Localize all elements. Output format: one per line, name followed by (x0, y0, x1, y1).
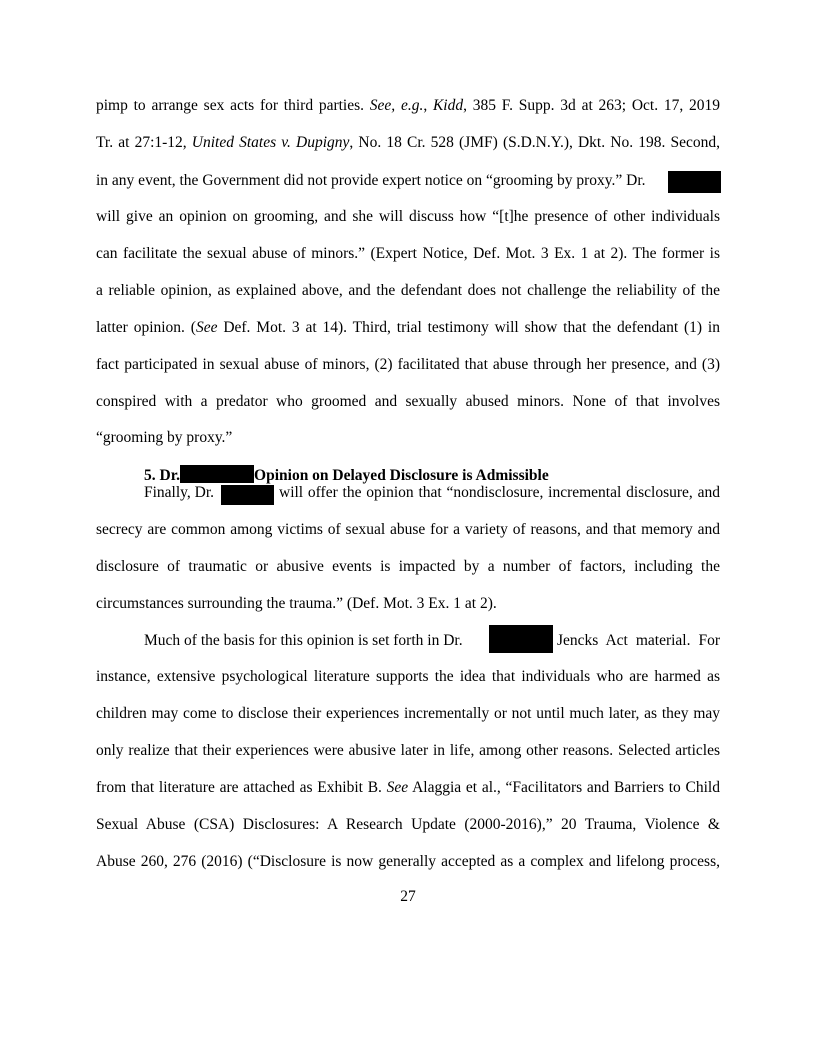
text-line: instance, extensive psychological literature supports the idea that individuals who are harmed as (96, 668, 720, 685)
text-line: from that literature are attached as Exhibit B. See Alaggia et al., “Facilitators and Barriers to Child (96, 779, 720, 796)
text-line: will give an opinion on grooming, and she will discuss how “[t]he presence of other individuals (96, 208, 720, 225)
text-line: disclosure of traumatic or abusive events is impacted by a number of factors, including the (96, 558, 720, 575)
text-line: latter opinion. (See Def. Mot. 3 at 14). Third, trial testimony will show that the defendant (1) in (96, 319, 720, 336)
text-line: in any event, the Government did not provide expert notice on “grooming by proxy.” Dr. (96, 172, 646, 189)
text-line: secrecy are common among victims of sexual abuse for a variety of reasons, and that memory and (96, 521, 720, 538)
text-line: fact participated in sexual abuse of minors, (2) facilitated that abuse through her presence, and (3) (96, 356, 720, 373)
text-line: pimp to arrange sex acts for third parties. See, e.g., Kidd, 385 F. Supp. 3d at 263; Oct. 17, 2019 (96, 97, 720, 114)
text-line: can facilitate the sexual abuse of minors.” (Expert Notice, Def. Mot. 3 Ex. 1 at 2). The former is (96, 245, 720, 262)
page-number: 27 (400, 888, 416, 905)
section-heading: 5. Dr. Opinion on Delayed Disclosure is Admissible (144, 467, 549, 484)
text-line: only realize that their experiences were abusive later in life, among other reasons. Selected articles (96, 742, 720, 759)
text-line: Abuse 260, 276 (2016) (“Disclosure is now generally accepted as a complex and lifelong process, (96, 853, 720, 870)
text-line: Jencks Act material. For (557, 632, 720, 649)
text-line: Finally, Dr. (144, 484, 215, 501)
text-line: Tr. at 27:1-12, United States v. Dupigny, No. 18 Cr. 528 (JMF) (S.D.N.Y.), Dkt. No. 198. Second, (96, 134, 720, 151)
text-line: “grooming by proxy.” (96, 429, 233, 446)
text-line: a reliable opinion, as explained above, and the defendant does not challenge the reliability of the (96, 282, 720, 299)
text-line: conspired with a predator who groomed and sexually abused minors. None of that involves (96, 393, 720, 410)
redaction-box (221, 485, 274, 505)
text-line: circumstances surrounding the trauma.” (Def. Mot. 3 Ex. 1 at 2). (96, 595, 497, 612)
text-line: will offer the opinion that “nondisclosure, incremental disclosure, and (279, 484, 720, 501)
redaction-box (668, 171, 721, 193)
redaction-box (489, 625, 553, 653)
text-line: Much of the basis for this opinion is set forth in Dr. (144, 632, 463, 649)
text-line: Sexual Abuse (CSA) Disclosures: A Research Update (2000-2016),” 20 Trauma, Violence & (96, 816, 720, 833)
redaction-box (180, 465, 254, 483)
text-line: children may come to disclose their experiences incrementally or not until much later, as they may (96, 705, 720, 722)
